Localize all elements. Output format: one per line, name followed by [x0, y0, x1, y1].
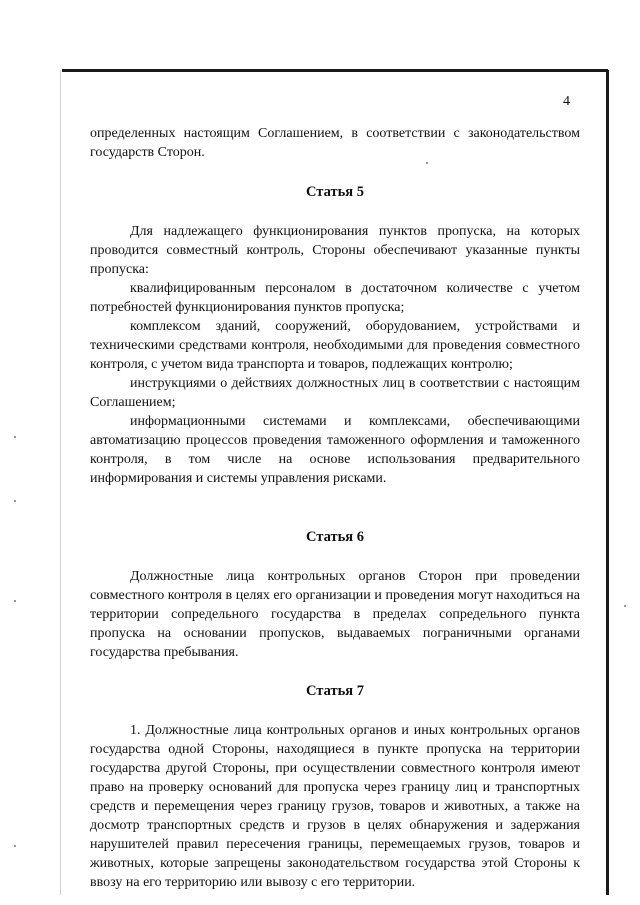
article-5-paragraph: Для надлежащего функционирования пунктов пропуска, на которых проводится совместный контроль, Стороны обеспечивают указанные пункты пропуска: — [90, 224, 580, 277]
article-7-paragraph: 1. Должностные лица контрольных органов и иных контрольных органов государства одной Стороны, находящиеся в пункте пропуска на территории государства другой Стороны, при осуществлении совместного контроля имеют право на проверку оснований для пропуска через границу лиц и транспортных средств и перемещения через границу грузов, товаров и животных, а также на досмотр транспортных средств и грузов в целях обнаружения и задержания нарушителей правил пересечения границы, перемещаемых грузов, товаров и животных, которые запрещены законодательством государства этой Стороны к ввозу на его территорию или вывозу с его территории. — [90, 723, 580, 890]
scan-border-top — [62, 69, 608, 72]
article-5-paragraph: квалифицированным персоналом в достаточном количестве с учетом потребностей функционирования пунктов пропуска; — [90, 281, 580, 315]
document-body — [90, 124, 580, 892]
article-5-heading: Статья 5 — [306, 184, 364, 200]
scan-speck — [14, 600, 16, 602]
scan-border-right — [606, 70, 609, 895]
scan-speck — [14, 436, 16, 438]
page-number: 4 — [563, 94, 570, 109]
article-5-paragraph: инструкциями о действиях должностных лиц в соответствии с настоящим Соглашением; — [90, 376, 580, 410]
intro-paragraph: определенных настоящим Соглашением, в соответствии с законодательством государств Сторон. — [90, 126, 580, 160]
scan-speck — [624, 605, 626, 607]
scan-speck — [14, 845, 16, 847]
article-5-paragraph: комплексом зданий, сооружений, оборудованием, устройствами и техническими средствами контроля, необходимыми для проведения совместного контроля, с учетом вида транспорта и товаров, подлежащих контролю; — [90, 319, 580, 372]
article-6-paragraph: Должностные лица контрольных органов Сторон при проведении совместного контроля в целях его организации и проведения могут находиться на территории сопредельного государства в пределах сопредельного пункта пропуска на основании пропусков, выдаваемых пограничными органами государства пребывания. — [90, 569, 580, 660]
article-5-paragraph: информационными системами и комплексами, обеспечивающими автоматизацию процессов проведения таможенного оформления и таможенного контроля, в том числе на основе использования предварительного информирования и системы управления рисками. — [90, 414, 580, 486]
scan-speck — [14, 500, 16, 502]
article-6-heading: Статья 6 — [306, 529, 364, 545]
scan-border-left — [60, 70, 61, 895]
article-7-heading: Статья 7 — [306, 683, 364, 699]
